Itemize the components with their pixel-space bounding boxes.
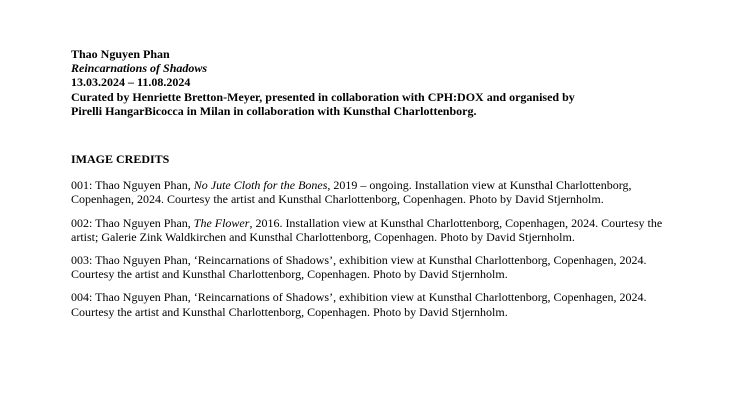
image-credits-heading: IMAGE CREDITS — [71, 152, 170, 167]
credit-work-title: The Flower — [193, 215, 250, 230]
credit-rest: , 2019 – ongoing. Installation view at Kunsthal Charlottenborg, Copenhagen, 2024. Courtesy the artist and Kunsthal Charlottenborg, Copenhagen. Photo by David Stjernholm. — [71, 178, 632, 207]
credit-prefix: 001: Thao Nguyen Phan, — [71, 178, 194, 193]
credit-item-003 — [71, 253, 671, 281]
credit-prefix: 002: Thao Nguyen Phan, — [71, 215, 194, 230]
exhibition-title: Reincarnations of Shadows — [71, 61, 208, 76]
credit-work-title: No Jute Cloth for the Bones — [193, 178, 328, 193]
exhibition-header — [71, 47, 671, 118]
credit-item-001 — [71, 178, 671, 206]
credit-prefix: 003: Thao Nguyen Phan, ‘Reincarnations of Shadows’, exhibition view at Kunsthal Charlottenborg, Copenhagen, 2024. Courtesy the artist and Kunsthal Charlottenborg, Copenhagen. Photo by David Stjernholm. — [71, 253, 647, 282]
document-page — [71, 47, 671, 328]
credit-rest: , 2016. Installation view at Kunsthal Charlottenborg, Copenhagen, 2024. Courtesy the artist; Galerie Zink Waldkirchen and Kunsthal Charlottenborg, Copenhagen. Photo by David Stjernholm. — [71, 215, 663, 244]
curation-line-2: Pirelli HangarBicocca in Milan in collaboration with Kunsthal Charlottenborg. — [71, 103, 477, 118]
credit-item-002 — [71, 216, 671, 244]
curation-line-1: Curated by Henriette Bretton-Meyer, presented in collaboration with CPH:DOX and organised by — [71, 89, 575, 104]
credit-prefix: 004: Thao Nguyen Phan, ‘Reincarnations of Shadows’, exhibition view at Kunsthal Charlottenborg, Copenhagen, 2024. Courtesy the artist and Kunsthal Charlottenborg, Copenhagen. Photo by David Stjernholm. — [71, 290, 647, 319]
exhibition-dates: 13.03.2024 – 11.08.2024 — [71, 75, 191, 90]
credit-item-004 — [71, 290, 671, 318]
artist-name: Thao Nguyen Phan — [71, 47, 170, 61]
